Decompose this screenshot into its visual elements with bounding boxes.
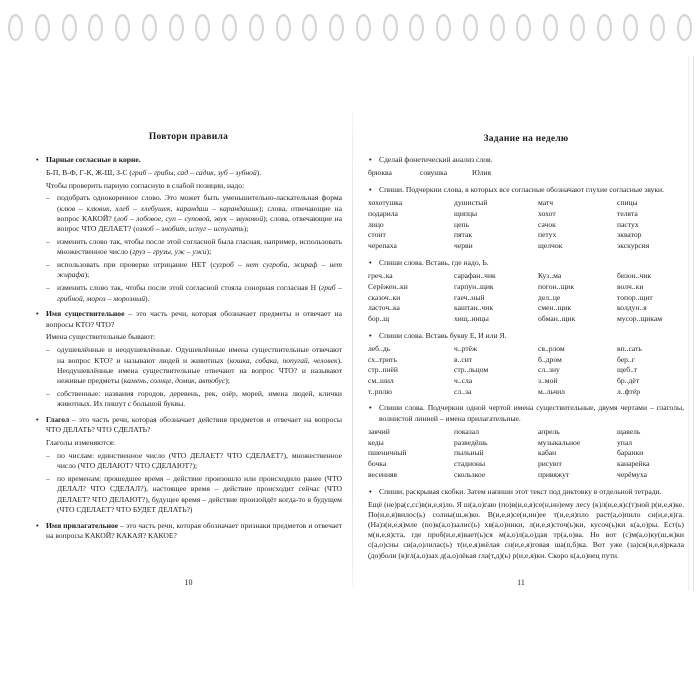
book-spread [14, 48, 690, 594]
rule-check-intro [46, 181, 342, 191]
word-item: в..сит [454, 354, 473, 364]
task-instruction: • Сделай фонетический анализ слов. [368, 155, 684, 165]
word-item: щипцы [454, 209, 478, 218]
word-item: Серёжен..ки [368, 281, 408, 291]
italic-example: гриб – грибы, сад – садик, зуб – зубной [131, 167, 257, 177]
word-item: щавель [617, 427, 641, 437]
spiral-ring [650, 14, 665, 41]
text-run: ); [84, 270, 90, 280]
task-voiceless-consonants [368, 185, 684, 252]
word-item: погон..щик [538, 281, 575, 291]
word-item: гарпун..щик [454, 281, 494, 291]
text-run: ). [256, 167, 262, 177]
word-item: петух [538, 230, 557, 240]
word-item: см..шил [368, 376, 394, 386]
spiral-ring [356, 14, 371, 41]
text-run: ); [243, 224, 249, 234]
left-page [14, 48, 352, 594]
text-run: по временам: прошедшее время – действие произошло или происходило ранее (ЧТО ДЕЛАЛ? ЧТО СДЕЛАЛ?), настоящее время – действие происходит сейчас (ЧТО ДЕЛАЕТ? ЧТО ДЕЛАЮТ?), будущее время – действие произойдёт когда-то в будущем (ЧТО СДЕЛАЕТ? ЧТО БУДЕТ ДЕЛАТЬ?) [57, 474, 342, 514]
spiral-ring [570, 14, 585, 41]
italic-example: кошка, собака, попугай, человек [229, 355, 338, 365]
text-run: использовать при проверке отрицание НЕТ ( [57, 260, 213, 270]
spiral-ring [543, 14, 558, 41]
word-item: леб..дь [368, 343, 391, 353]
word-item: сл..зну [538, 365, 560, 375]
word-list [368, 271, 684, 325]
spiral-ring [276, 14, 291, 41]
word-item: весенняя [368, 469, 398, 479]
word-item: бор..щ [368, 313, 390, 323]
word-item: сказоч..ки [368, 292, 401, 302]
word-item: совушка [420, 168, 448, 178]
word-item: мусор..щикам [617, 313, 663, 323]
text-run: – это часть речи, которая обозначает предметы и отвечает на вопросы КТО? ЧТО? [46, 309, 342, 329]
word-list [368, 168, 684, 179]
word-item: обман..щик [538, 313, 576, 323]
left-page-number: 10 [184, 578, 193, 587]
spiral-ring [249, 14, 264, 41]
text-run: ). [145, 293, 150, 303]
word-item: бр..дёт [617, 376, 640, 386]
word-item: телята [617, 209, 638, 218]
rule-item-animate-inanimate [46, 345, 342, 386]
spiral-ring [302, 14, 317, 41]
word-item: пшеничный [368, 448, 407, 458]
spiral-ring [490, 14, 505, 41]
word-item: цепь [454, 219, 469, 229]
spiral-ring [436, 14, 451, 41]
spiral-ring [62, 14, 77, 41]
word-item: экватор [617, 230, 642, 240]
word-item: б..дром [538, 354, 562, 364]
word-item: вп..сать [617, 343, 642, 353]
word-item: Куз..ма [538, 271, 562, 281]
word-item: смен..щик [538, 303, 572, 313]
spiral-ring [169, 14, 184, 41]
spiral-binding [8, 14, 692, 41]
word-item: стр..пнёй [368, 365, 398, 375]
word-item: черёмуха [617, 469, 648, 479]
rule-noun-types-intro [46, 332, 342, 342]
text-run: ). Неодушевлённые имена существительные отвечают на вопрос ЧТО? и называют неживые предметы ( [57, 355, 342, 386]
italic-example: камень, солнце, домик, автобус [123, 376, 226, 386]
word-item: экскурсия [617, 241, 650, 251]
word-item: рисуют [538, 459, 562, 469]
word-item: кабан [538, 448, 557, 458]
word-item: душистый [454, 198, 488, 208]
rule-item-verb-number [46, 451, 342, 472]
spiral-ring [222, 14, 237, 41]
word-item: волч..ки [617, 281, 644, 291]
word-item: бер..г [617, 354, 635, 364]
text-run: изменить слово так, чтобы после этой согласной была гласная, например, использовать множественное число ( [57, 237, 342, 257]
word-item: т..рплю [368, 386, 392, 396]
word-item: хохот [538, 209, 556, 218]
text-run: одушевлённые и неодушевлённые. Одушевлённые имена существительные отвечают на вопрос КТО? и называют людей и животных ( [57, 345, 342, 365]
rule-verb-definition [35, 415, 342, 436]
italic-example: груз – грузы, уж – ужи [132, 247, 207, 257]
word-item: стоит [368, 230, 386, 240]
task-phonetic-analysis [368, 155, 684, 179]
word-item: дел..це [538, 292, 561, 302]
word-item: упал [617, 437, 633, 447]
text-run: Б-П, В-Ф, Г-К, Ж-Ш, З-С ( [46, 167, 132, 177]
word-item: апрель [538, 427, 560, 437]
word-item: стадионы [454, 459, 486, 469]
task-dictation-text [368, 487, 684, 561]
word-item: л..фтёр [617, 386, 640, 396]
word-item: ласточ..ка [368, 303, 400, 313]
spiral-ring [516, 14, 531, 41]
spiral-ring [623, 14, 638, 41]
word-item: топор..щит [617, 292, 653, 302]
text-run: подобрать однокоренное слово. Это может быть уменьшительно-ласкательная форма ( [57, 193, 342, 213]
word-item: кеды [368, 437, 384, 447]
word-item: сл..за [454, 386, 472, 396]
rule-item-sonorant-n [46, 283, 342, 304]
word-item: пыльный [454, 448, 484, 458]
word-item: сарафан..чик [454, 271, 496, 281]
word-item: брюква [368, 168, 392, 178]
word-item: пастух [617, 219, 639, 229]
word-list [368, 427, 684, 481]
word-item: греч..ка [368, 271, 393, 281]
spiral-ring [35, 14, 50, 41]
word-item: з..мой [538, 376, 558, 386]
text-run: собственные: названия городов, деревень, рек, озёр, морей, имена людей, клички животных. Их пишут с большой буквы. [57, 388, 342, 409]
right-page-number: 11 [517, 578, 525, 587]
right-page [352, 48, 690, 594]
spiral-ring [409, 14, 424, 41]
task-instruction: • Спиши слова. Подчеркни одной чертой имена существительные, двумя чертами – глаголы, волнистой линией – имена прилагательные. [368, 403, 684, 424]
text-run: – это часть речи, которая обозначает признаки предметов и отвечает на вопросы КАКОЙ? КАКАЯ? КАКОЕ? [46, 520, 342, 540]
word-item: хохотушка [368, 198, 403, 208]
word-item: хищ..ницы [454, 313, 489, 323]
word-item: канарейка [617, 459, 650, 469]
word-item: пятак [454, 230, 473, 240]
text-run: – это часть речи, которая обозначает действия предметов и отвечает на вопросы ЧТО ДЕЛАТЬ? ЧТО СДЕЛАТЬ? [46, 415, 342, 435]
word-item: музыкальное [538, 437, 581, 447]
task-instruction: • Спиши. Подчеркни слова, в которых все согласные обозначают глухие согласные звуки. [368, 185, 684, 195]
word-item: спицы [617, 198, 638, 208]
word-list [368, 344, 684, 398]
text-run: Глаголы изменяются: [46, 438, 116, 448]
rule-noun-definition [35, 309, 342, 330]
italic-example: клюв – клювик, хлеб – хлебушек, карандаш – карандашик [59, 203, 259, 213]
dictation-paragraph: Ещё (не)ра(с,сс)в(и,е,я)ло. Я ш(а,о)гаю (по)в(и,е,я)се(н,нн)ему лесу (к)л(и,е,я)с(т)ной р(и,е,я)ке. По(и,е,я)вилос(ь) солны(ш,ж)ко. В(и,е,я)се(н,нн)ее т(и,е,я)пло раст(а,о)пило сн(и,е,я)га. (На)з(и,е,я)мле (по)к(а,о)залис(ь) хв(а,о)инки, л(и,е,я)сточ(ь)ки, кусоч(ь)ки к(а,о)ры. Ест(ь) м(и,е,я)ста, где проб(и,е,я)вает(ь)ся м(а,о)л(а,о)дая тр(а,о)ва. Но вот (с)м(а,о)ку(ш,ж)ки с(а,о)сны св(а,о)лилас(ь) т(и,е,я)жёлая сн(и,е,я)говая ша(п,б)ка. Вот уже (за)св(и,е,я)ркала (до)боли (в)гл(а,о)зах д(а,о)лёкая гла(т,д)(ь) р(и,е,я)ки. Скоро к(а,о)нец пути. [368, 499, 684, 560]
task-instruction: • Спиши, раскрывая скобки. Затем напиши этот текст под диктовку в отдельной тетради. [368, 487, 684, 497]
spiral-ring [115, 14, 130, 41]
word-item: м..льчил [538, 386, 565, 396]
italic-example: гриб – грибной, мороз – морозный [57, 283, 342, 303]
spiral-ring [142, 14, 157, 41]
word-item: колдун..я [617, 303, 647, 313]
word-item: скользкое [454, 469, 486, 479]
task-instruction: • Спиши слова. Вставь, где надо, Ь. [368, 258, 684, 268]
rule-verb-changes-intro [46, 438, 342, 448]
word-item: показал [454, 427, 480, 437]
italic-example: озноб – знобит, испуг – испугать [135, 224, 244, 234]
word-item: гаеч..ный [454, 292, 485, 302]
word-item: каштан..чик [454, 303, 494, 313]
text-run: ); [206, 247, 212, 257]
text-run: ); слова, отвечающие на вопрос КАКОЙ? ( [57, 203, 342, 223]
word-item: св..рлом [538, 343, 565, 353]
spiral-ring [597, 14, 612, 41]
rule-paired-consonants-heading [35, 155, 342, 165]
bold-term: Имя существительное [46, 309, 125, 319]
spiral-ring [88, 14, 103, 41]
word-item: сх..трить [368, 354, 397, 364]
word-item: ч..сла [454, 376, 473, 386]
bold-term: Глагол [46, 415, 70, 425]
word-item: заячий [368, 427, 390, 437]
word-item: щелчок [538, 241, 563, 251]
word-item: бизон..чик [617, 271, 652, 281]
word-list [368, 198, 684, 252]
word-item: разведёшь [454, 437, 488, 447]
spiral-ring [463, 14, 478, 41]
task-instruction: • Спиши слова. Вставь букву Е, И или Я. [368, 331, 684, 341]
text-run: по числам: единственное число (ЧТО ДЕЛАЕТ? ЧТО СДЕЛАЕТ?), множественное число (ЧТО ДЕЛАЮТ? ЧТО СДЕЛАЮТ?); [57, 450, 342, 471]
rule-item-proper-nouns [46, 389, 342, 410]
bold-term: Парные согласные в корне. [46, 155, 141, 164]
word-item: лицо [368, 219, 384, 229]
text-run: изменить слово так, чтобы после этой согласной стояла сонорная согласная Н ( [57, 283, 322, 293]
task-insert-vowel [368, 331, 684, 398]
italic-example: сугроб – нет сугроба, жираф – нет жирафа [57, 260, 342, 280]
italic-example: лоб – лобовое, суп – суповой, звук – звуковой [116, 213, 264, 223]
right-page-title: Задание на неделю [483, 134, 569, 144]
text-run: Чтобы проверить парную согласную в слабой позиции, надо: [46, 180, 245, 190]
rule-paired-consonants-pairs [46, 168, 342, 178]
word-item: подарила [368, 209, 398, 218]
rule-item-change-word-vowel [46, 237, 342, 258]
text-run: ); [225, 376, 230, 386]
word-item: сачок [538, 219, 556, 229]
word-item: привяжут [538, 469, 570, 479]
word-item: ч..ртёж [454, 343, 478, 353]
spiral-ring [329, 14, 344, 41]
bold-term: Имя прилагательное [46, 520, 119, 530]
rule-item-negation-net [46, 260, 342, 281]
spiral-ring [195, 14, 210, 41]
rule-item-verb-tense [46, 474, 342, 515]
word-item: щеб..т [617, 365, 638, 375]
word-item: баранки [617, 448, 644, 458]
word-item: Юлия [472, 168, 492, 178]
word-item: матч [538, 198, 554, 208]
text-run: Имена существительные бывают: [46, 332, 156, 342]
text-run: ); слова, отвечающие на вопрос ЧТО ДЕЛАЕТ? ( [57, 213, 342, 234]
spiral-ring [8, 14, 23, 41]
left-page-title: Повтори правила [148, 132, 229, 142]
word-item: стр..льцом [454, 365, 489, 375]
task-underline-parts-of-speech [368, 403, 684, 480]
task-insert-soft-sign [368, 258, 684, 325]
rule-adjective-definition [35, 521, 342, 542]
spiral-ring [383, 14, 398, 41]
rule-item-cognate-word [46, 193, 342, 234]
word-item: черепаха [368, 241, 397, 251]
spiral-ring [677, 14, 692, 41]
word-item: бочка [368, 459, 387, 469]
word-item: черви [454, 241, 473, 251]
